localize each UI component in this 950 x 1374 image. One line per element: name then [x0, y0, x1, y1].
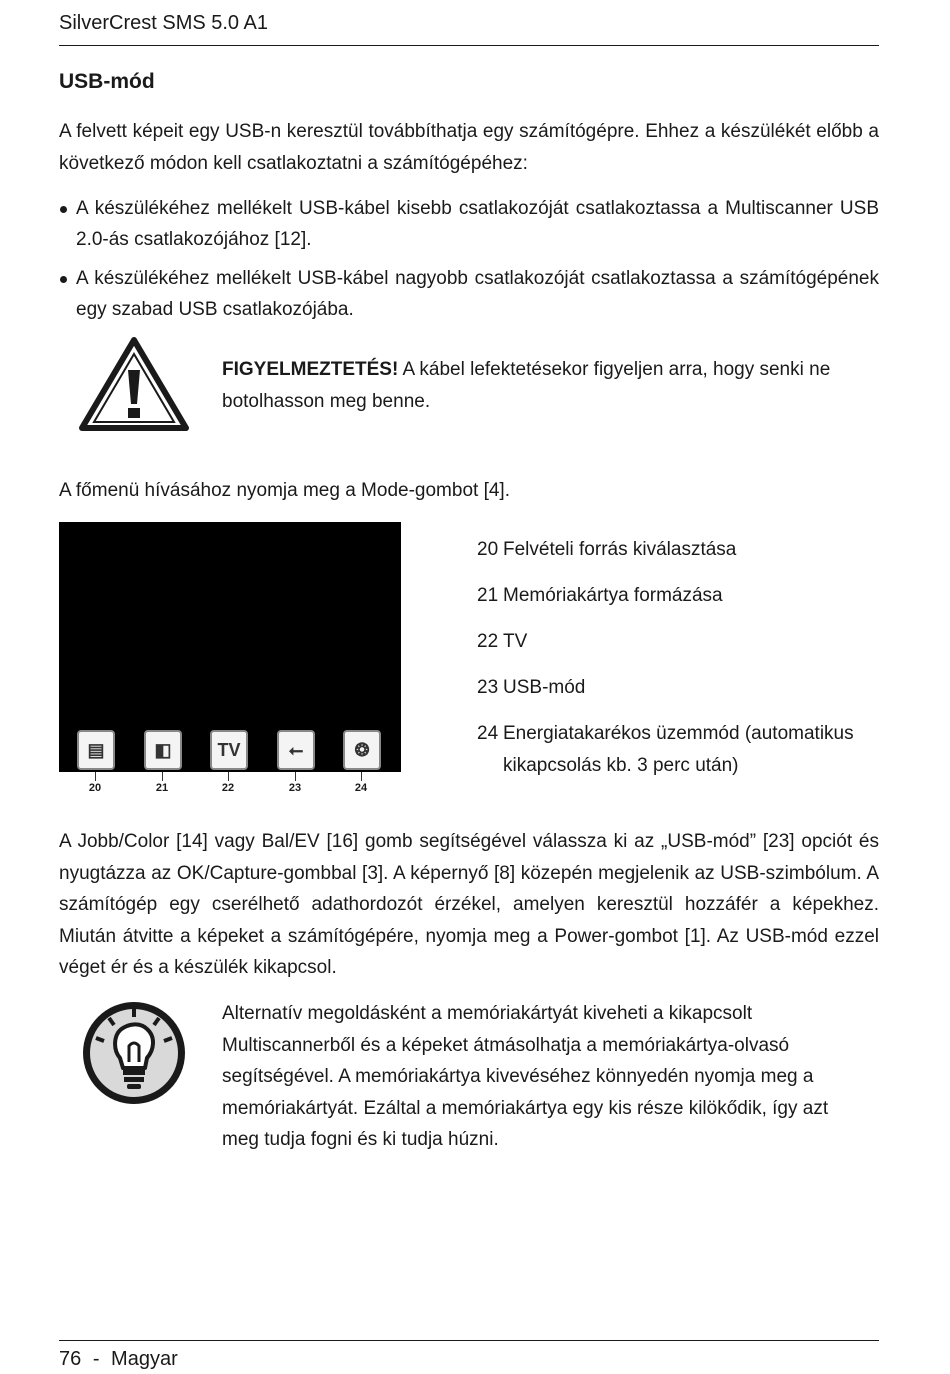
icon-label-22: 22: [221, 782, 235, 794]
icon-label-20: 20: [88, 782, 102, 794]
icon-labels: [59, 772, 401, 798]
list-item: A készülékéhez mellékelt USB-kábel kisebb csatlakozóját csatlakoztassa a Multiscanner USB 2.0-ás csatlakozójához [12].: [59, 193, 879, 255]
warning-label: FIGYELMEZTETÉS!: [222, 359, 399, 380]
warning-note: [222, 354, 862, 417]
footer-separator: -: [92, 1348, 100, 1370]
tip-note: Alternatív megoldásként a memóriakártyát kiveheti a kikapcsolt Multiscannerből és a képeket átmásolhatja a memóriakártya-olvasó segítségével. A memóriakártya kivevéséhez könnyedén nyomja meg a memóriakártyát. Ezáltal a memóriakártya egy kis része kilökődik, így azt meg tudja fogni és ki tudja húzni.: [222, 1003, 829, 1150]
icon-label-24: 24: [354, 782, 368, 794]
usb-icon: ⭠: [277, 730, 315, 770]
warning-icon: [78, 336, 190, 432]
footer-language: Magyar: [111, 1348, 178, 1370]
legend-item: 24 Energiatakarékos üzemmód (automatikus kikapcsolás kb. 3 perc után): [477, 723, 854, 776]
legend-item: 21 Memóriakártya formázása: [477, 585, 723, 606]
legend-item: 23 USB-mód: [477, 677, 586, 698]
page-number: 76: [59, 1348, 82, 1370]
warning-text: A kábel lefektetésekor figyeljen arra, hogy senki ne botolhasson meg benne.: [222, 359, 831, 412]
list-item: A készülékéhez mellékelt USB-kábel nagyobb csatlakozóját csatlakoztassa a számítógépének egy szabad USB csatlakozójába.: [59, 263, 879, 325]
main-menu-screen: [59, 522, 401, 772]
lightbulb-icon: [79, 998, 189, 1108]
legend-item: 22 TV: [477, 631, 528, 652]
bullet-list: [59, 193, 879, 333]
icon-label-21: 21: [155, 782, 169, 794]
legend-item: 20 Felvételi forrás kiválasztása: [477, 539, 737, 560]
main-menu-instruction: A főmenü hívásához nyomja meg a Mode-gombot [4].: [59, 480, 510, 501]
scan-source-icon: ▤: [77, 730, 115, 770]
usb-mode-paragraph: A Jobb/Color [14] vagy Bal/EV [16] gomb segítségével válassza ki az „USB-mód” [23] opciót és nyugtázza az OK/Capture-gombbal [3]. A képernyő [8] közepén megjelenik az USB-szimbólum. A számítógép egy cserélhető adathordozót érzékel, amelyen keresztül hozzáfér a képekhez. Miután átvitte a képeket a számítógépére, nyomja meg a Power-gombot [1]. Az USB-mód ezzel véget ér és a készülék kikapcsol.: [59, 831, 879, 978]
header-title: SilverCrest SMS 5.0 A1: [59, 12, 268, 34]
tv-icon: TV: [210, 730, 248, 770]
page-header: [59, 12, 879, 46]
intro-paragraph: A felvett képeit egy USB-n keresztül továbbíthatja egy számítógépre. Ehhez a készülékét előbb a következő módon kell csatlakoztatni a számítógépéhez:: [59, 121, 879, 174]
menu-legend: [477, 534, 877, 796]
format-card-icon: ◧: [144, 730, 182, 770]
section-heading: USB-mód: [59, 70, 155, 93]
page-footer: [59, 1340, 879, 1371]
icon-label-23: 23: [288, 782, 302, 794]
power-save-icon: ❂: [343, 730, 381, 770]
